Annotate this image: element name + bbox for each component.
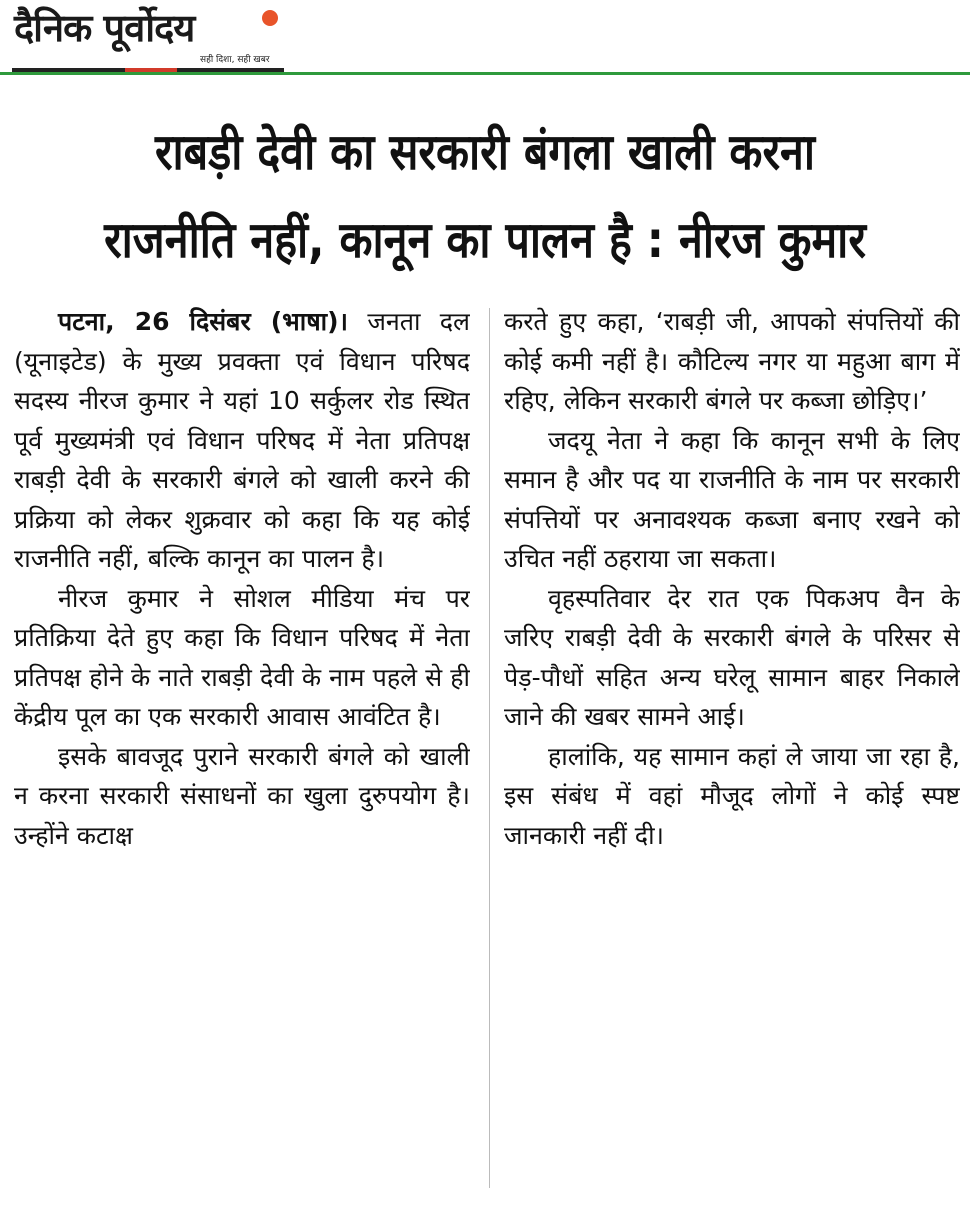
article-paragraph: वृहस्पतिवार देर रात एक पिकअप वैन के जरिए राबड़ी देवी के सरकारी बंगले के परिसर से पेड़-पौधों सहित अन्य घरेलू सामान बाहर निकाले जाने की खबर सामने आई। — [504, 583, 960, 731]
masthead-tagline: सही दिशा, सही खबर — [200, 55, 270, 65]
article-column-right — [504, 302, 960, 1192]
article-paragraph-text: जनता दल (यूनाइटेड) के मुख्य प्रवक्ता एवं विधान परिषद सदस्य नीरज कुमार ने यहां 10 सर्कुलर रोड स्थित पूर्व मुख्यमंत्री एवं विधान परिषद में नेता प्रतिपक्ष राबड़ी देवी के सरकारी बंगले को खाली करने की प्रक्रिया को लेकर शुक्रवार को कहा कि यह कोई राजनीति नहीं, बल्कि कानून का पालन है। — [14, 307, 470, 573]
masthead — [0, 0, 970, 80]
article-dateline: पटना, 26 दिसंबर (भाषा)। — [58, 307, 349, 336]
article-paragraph: हालांकि, यह सामान कहां ले जाया जा रहा है, इस संबंध में वहां मौजूद लोगों ने कोई स्पष्ट जानकारी नहीं दी। — [504, 741, 960, 850]
article-paragraph: करते हुए कहा, ‘राबड़ी जी, आपको संपत्तियों की कोई कमी नहीं है। कौटिल्य नगर या महुआ बाग में रहिए, लेकिन सरकारी बंगले पर कब्जा छोड़िए।’ — [504, 307, 960, 415]
logo-accent-dot — [262, 10, 278, 26]
article-paragraph: जदयू नेता ने कहा कि कानून सभी के लिए समान है और पद या राजनीति के नाम पर सरकारी संपत्तियों पर अनावश्यक कब्जा बनाए रखने को उचित नहीं ठहराया जा सकता। — [504, 425, 960, 573]
article-paragraph — [14, 302, 470, 579]
article-headline: राबड़ी देवी का सरकारी बंगला खाली करना राजनीति नहीं, कानून का पालन है : नीरज कुमार — [104, 123, 866, 269]
column-divider — [489, 308, 490, 1188]
article-body — [14, 302, 960, 1192]
article-paragraph: नीरज कुमार ने सोशल मीडिया मंच पर प्रतिक्रिया देते हुए कहा कि विधान परिषद में नेता प्रतिपक्ष होने के नाते राबड़ी देवी के नाम पहले से ही केंद्रीय पूल का एक सरकारी आवास आवंटित है। — [14, 583, 470, 731]
article-paragraph: इसके बावजूद पुराने सरकारी बंगले को खाली न करना सरकारी संसाधनों का खुला दुरुपयोग है। उन्होंने कटाक्ष — [14, 741, 470, 850]
newspaper-logo: दैनिक पूर्वोदय — [14, 6, 195, 50]
masthead-rule — [0, 72, 970, 75]
article-column-left — [14, 302, 470, 1192]
